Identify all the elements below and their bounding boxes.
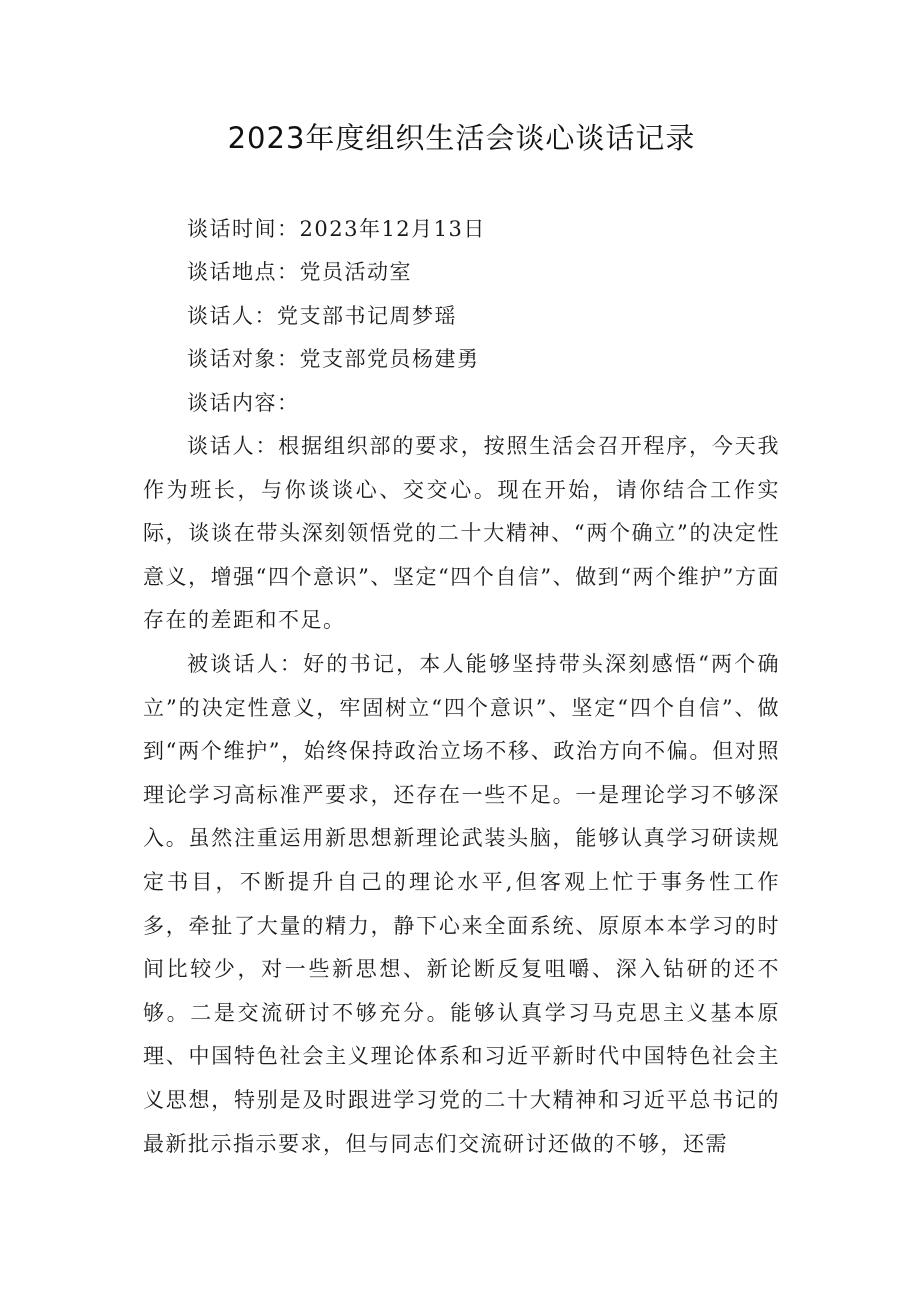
meta-speaker: 谈话人：党支部书记周梦瑶 bbox=[187, 303, 457, 328]
meta-time: 谈话时间：2023年12月13日 bbox=[187, 217, 486, 241]
document-title: 2023年度组织生活会谈心谈话记录 bbox=[227, 121, 696, 155]
meta-block bbox=[143, 208, 780, 425]
paragraph-speaker: 谈话人：根据组织部的要求，按照生活会召开程序，今天我作为班长，与你谈谈心、交交心。现在开始，请你结合工作实际，谈谈在带头深刻领悟党的二十大精神、“两个确立”的决定性意义，增强“四个意识”、坚定“四个自信”、做到“两个维护”方面存在的差距和不足。 bbox=[143, 434, 780, 633]
paragraph-respondent: 被谈话人：好的书记，本人能够坚持带头深刻感悟“两个确立”的决定性意义，牢固树立“四个意识”、坚定“四个自信”、做到“两个维护”，始终保持政治立场不移、政治方向不偏。但对照理论学习高标准严要求，还存在一些不足。一是理论学习不够深入。虽然注重运用新思想新理论武装头脑，能够认真学习研读规定书目，不断提升自己的理论水平,但客观上忙于事务性工作多，牵扯了大量的精力，静下心来全面系统、原原本本学习的时间比较少，对一些新思想、新论断反复咀嚼、深入钻研的还不够。二是交流研讨不够充分。能够认真学习马克思主义基本原理、中国特色社会主义理论体系和习近平新时代中国特色社会主义思想，特别是及时跟进学习党的二十大精神和习近平总书记的最新批示指示要求，但与同志们交流研讨还做的不够，还需 bbox=[143, 652, 780, 1156]
meta-target: 谈话对象：党支部党员杨建勇 bbox=[187, 347, 480, 372]
meta-place: 谈话地点：党员活动室 bbox=[187, 260, 412, 285]
meta-content-label: 谈话内容： bbox=[187, 390, 300, 415]
